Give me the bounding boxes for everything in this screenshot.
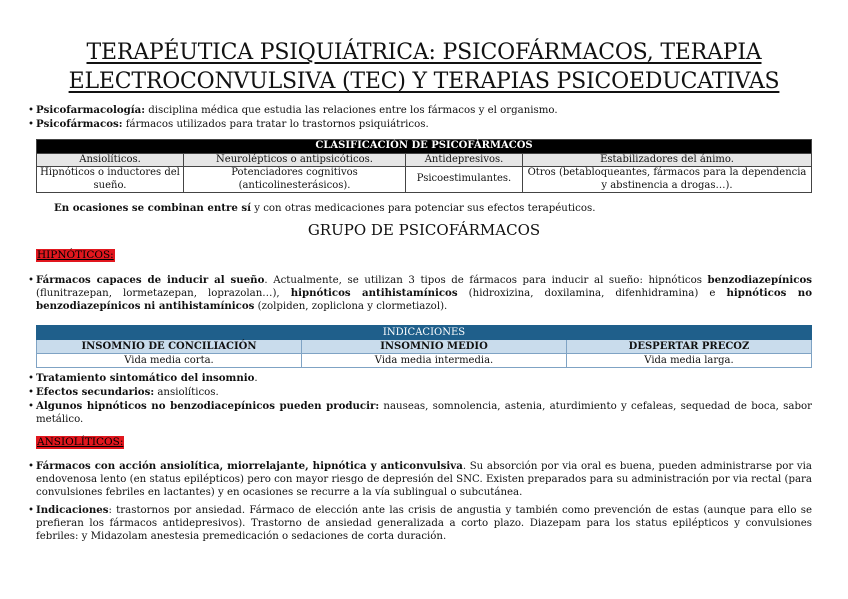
class-cell-3: Psicoestimulantes. bbox=[406, 167, 523, 193]
classification-note bbox=[54, 202, 814, 215]
classification-header: CLASIFICACIÓN DE PSICOFÁRMACOS bbox=[37, 140, 812, 154]
title-line-2: ELECTROCONVULSIVA (TEC) Y TERAPIAS PSICOEDUCATIVAS bbox=[68, 69, 780, 94]
intro-text-1: disciplina médica que estudia las relaciones entre los fármacos y el organismo. bbox=[145, 105, 558, 116]
hip-p1-text-2: (flunitrazepan, lormetazepan, loprazolan…), bbox=[36, 288, 291, 299]
hip-b3-bold: Efectos secundarios: bbox=[36, 386, 155, 398]
classification-note-bold: En ocasiones se combinan entre sí bbox=[54, 202, 251, 214]
ind-val-3: Vida media larga. bbox=[567, 354, 812, 368]
section-label-ansioliticos: ANSIOLÍTICOS: bbox=[37, 436, 124, 448]
class-col-2: Neurolépticos o antipsicóticos. bbox=[184, 153, 406, 167]
hip-b2-bold: Tratamiento sintomático del insomnio bbox=[36, 372, 255, 384]
group-title: GRUPO DE PSICOFÁRMACOS bbox=[307, 221, 541, 239]
class-col-3: Antidepresivos. bbox=[406, 153, 523, 167]
ansioliticos-bullet-2: • Indicaciones: trastornos por ansiedad. Fármaco de elección ante las crisis de angustia y también como prevención de estas (aunque para ello se prefieran los fármacos antidepresivos). Trastorno de ansiedad generalizada a corto plazo. Diazepam para los status epilépticos y convulsiones febriles: y Midazolam anestesia premedicación o sedaciones de corta duración. bbox=[28, 504, 812, 542]
hipnoticos-bullet-2: • Tratamiento sintomático del insomnio. bbox=[28, 372, 258, 384]
hip-b3-text: ansiolíticos. bbox=[154, 387, 219, 398]
hip-p1-text-3: (hidroxizina, doxilamina, difenhidramina) e bbox=[457, 288, 727, 299]
ans-p1-bold: Fármacos con acción ansiolítica, miorrelajante, hipnótica y anticonvulsiva bbox=[36, 460, 463, 472]
ans-p2-text: : trastornos por ansiedad. Fármaco de elección ante las crisis de angustia y también como prevención de estas (aunque para ello se prefieran los fármacos antidepresivos). Trastorno de ansiedad generalizada a corto plazo. Diazepam para los status epilépticos y convulsiones febriles: y Midazolam anestesia premedicación o sedaciones de corta duración. bbox=[36, 505, 812, 542]
hipnoticos-bullet-3: • Efectos secundarios: ansiolíticos. bbox=[28, 386, 219, 398]
ind-val-2: Vida media intermedia. bbox=[302, 354, 567, 368]
class-col-4: Estabilizadores del ánimo. bbox=[523, 153, 812, 167]
ans-p1-text: . Su absorción por via oral es buena, pueden administrarse por via endovenosa lento (en status epilépticos) pero con mayor riesgo de depresión del SNC. Existen preparados para su administración por via rectal (para convulsiones febriles en lactantes) y en ocasiones se recurre a la vía sublingual o subcutánea. bbox=[36, 461, 812, 498]
ind-col-2: INSOMNIO MEDIO bbox=[302, 340, 567, 354]
classification-note-text: y con otras medicaciones para potenciar sus efectos terapéuticos. bbox=[250, 203, 596, 214]
intro-bullet-1: • Psicofarmacología: disciplina médica que estudia las relaciones entre los fármacos y el organismo. bbox=[28, 104, 558, 116]
classification-table bbox=[36, 139, 812, 193]
intro-text-2: fármacos utilizados para tratar lo trastornos psiquiátricos. bbox=[122, 119, 429, 130]
class-cell-2: Potenciadores cognitivos (anticolinesterásicos). bbox=[184, 167, 406, 193]
ans-p2-bold: Indicaciones bbox=[36, 504, 109, 516]
hip-b4-bold: Algunos hipnóticos no benzodiacepínicos pueden producir: bbox=[36, 400, 380, 412]
hip-b4-text: nauseas, somnolencia, astenia, aturdimiento y cefaleas, sequedad de boca, sabor metálico. bbox=[36, 401, 812, 425]
hip-p1-bold-1: Fármacos capaces de inducir al sueño bbox=[36, 274, 265, 286]
ind-col-1: INSOMNIO DE CONCILIACIÓN bbox=[37, 340, 302, 354]
intro-term-2: Psicofármacos: bbox=[36, 118, 123, 130]
hip-p1-bold-3: hipnóticos antihistamínicos bbox=[290, 287, 458, 299]
indications-table bbox=[36, 325, 812, 368]
hip-p1-bold-2: benzodiazepínicos bbox=[707, 274, 812, 286]
class-cell-1: Hipnóticos o inductores del sueño. bbox=[37, 167, 184, 193]
hipnoticos-bullet-1: • Fármacos capaces de inducir al sueño. Actualmente, se utilizan 3 tipos de fármacos para inducir al sueño: hipnóticos benzodiazepínicos (flunitrazepan, lormetazepan, loprazolan…), hipnóticos antihistamínicos (hidroxizina, doxilamina, difenhidramina) e hipnóticos no benzodiazepínicos ni antihistamínicos (zolpiden, zopliclona y clormetiazol). bbox=[28, 274, 812, 312]
ind-val-1: Vida media corta. bbox=[37, 354, 302, 368]
class-cell-4: Otros (betabloqueantes, fármacos para la dependencia y abstinencia a drogas…). bbox=[523, 167, 812, 193]
hip-b2-text: . bbox=[254, 373, 258, 384]
intro-bullet-2: • Psicofármacos: fármacos utilizados para tratar lo trastornos psiquiátricos. bbox=[28, 118, 429, 130]
hip-p1-bold-4: hipnóticos no benzodiazepínicos ni antihistamínicos bbox=[36, 287, 812, 312]
hip-p1-text-4: (zolpiden, zopliclona y clormetiazol). bbox=[254, 301, 448, 312]
class-col-1: Ansiolíticos. bbox=[37, 153, 184, 167]
indications-header: INDICACIONES bbox=[37, 326, 812, 340]
intro-term-1: Psicofarmacología: bbox=[36, 104, 146, 116]
section-label-hipnoticos: HIPNÓTICOS: bbox=[37, 249, 114, 261]
page-title bbox=[20, 38, 828, 96]
hip-p1-text-1: . Actualmente, se utilizan 3 tipos de fármacos para inducir al sueño: hipnóticos bbox=[264, 275, 708, 286]
ind-col-3: DESPERTAR PRECOZ bbox=[567, 340, 812, 354]
title-line-1: TERAPÉUTICA PSIQUIÁTRICA: PSICOFÁRMACOS, TERAPIA bbox=[86, 40, 762, 65]
ansioliticos-bullet-1: • Fármacos con acción ansiolítica, miorrelajante, hipnótica y anticonvulsiva. Su absorción por via oral es buena, pueden administrarse por via endovenosa lento (en status epilépticos) pero con mayor riesgo de depresión del SNC. Existen preparados para su administración por via rectal (para convulsiones febriles en lactantes) y en ocasiones se recurre a la vía sublingual o subcutánea. bbox=[28, 460, 812, 498]
hipnoticos-bullet-4: • Algunos hipnóticos no benzodiacepínicos pueden producir: nauseas, somnolencia, astenia, aturdimiento y cefaleas, sequedad de boca, sabor metálico. bbox=[28, 400, 812, 425]
